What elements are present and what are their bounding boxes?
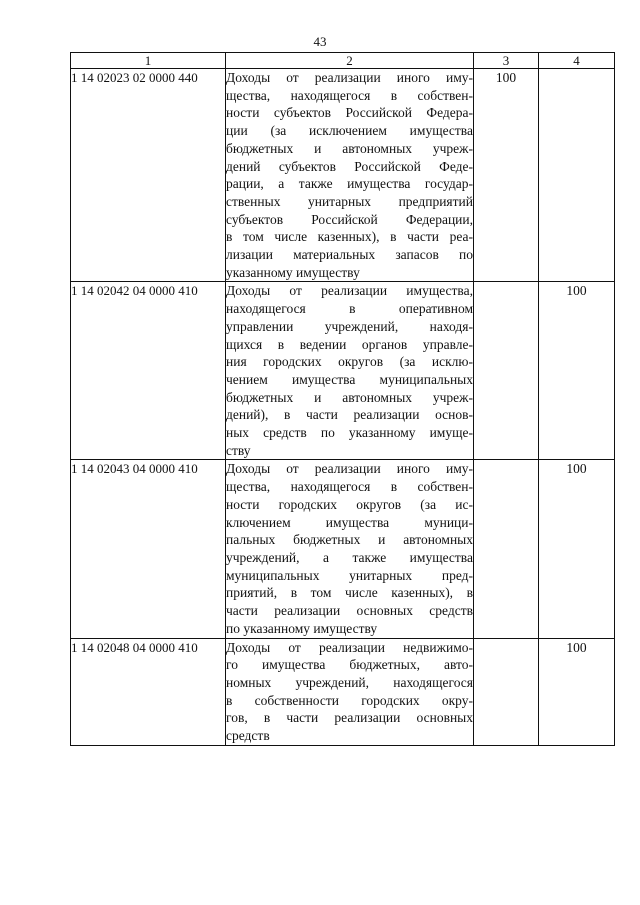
description-line: чением имущества муниципальных bbox=[226, 371, 473, 387]
description-line: Доходы от реализации недвижимо- bbox=[226, 639, 473, 655]
value-col-3 bbox=[474, 638, 539, 745]
description-line: приятий, в том числе казенных), в bbox=[226, 585, 473, 601]
description-line: рации, а также имущества государ- bbox=[226, 176, 473, 192]
description-line: ключением имущества муници- bbox=[226, 514, 473, 530]
revenue-description bbox=[226, 69, 474, 282]
description-line: находящегося в оперативном bbox=[226, 301, 473, 317]
description-line: бюджетных и автономных учреж- bbox=[226, 140, 473, 156]
revenue-description bbox=[226, 638, 474, 745]
table-row bbox=[71, 69, 615, 282]
description-line: Доходы от реализации иного иму- bbox=[226, 70, 473, 85]
description-line: части реализации основных средств bbox=[226, 603, 473, 619]
header-col-1: 1 bbox=[71, 53, 226, 69]
description-line: ных средств по указанному имуще- bbox=[226, 425, 473, 441]
value-col-4: 100 bbox=[539, 638, 615, 745]
header-col-3: 3 bbox=[474, 53, 539, 69]
description-line: дений), в части реализации основ- bbox=[226, 407, 473, 423]
revenue-table bbox=[70, 52, 615, 746]
page-number: 43 bbox=[313, 34, 327, 49]
header-col-4: 4 bbox=[539, 53, 615, 69]
description-line: ству bbox=[226, 442, 251, 458]
revenue-code: 1 14 02042 04 0000 410 bbox=[71, 282, 226, 460]
description-line: дений субъектов Российской Феде- bbox=[226, 158, 473, 174]
table-header-row bbox=[71, 53, 615, 69]
value-col-4 bbox=[539, 69, 615, 282]
value-col-3 bbox=[474, 282, 539, 460]
revenue-description bbox=[226, 460, 474, 638]
revenue-description bbox=[226, 282, 474, 460]
revenue-code: 1 14 02043 04 0000 410 bbox=[71, 460, 226, 638]
description-line: управлении учреждений, находя- bbox=[226, 318, 473, 334]
description-line: Доходы от реализации иного иму- bbox=[226, 461, 473, 477]
description-line: муниципальных унитарных пред- bbox=[226, 567, 473, 583]
table-row bbox=[71, 282, 615, 460]
description-line: щихся в ведении органов управле- bbox=[226, 336, 473, 352]
description-line: щества, находящегося в собствен- bbox=[226, 87, 473, 103]
description-line: учреждений, а также имущества bbox=[226, 549, 473, 565]
description-line: номных учреждений, находящегося bbox=[226, 674, 473, 690]
value-col-4: 100 bbox=[539, 460, 615, 638]
value-col-3: 100 bbox=[474, 69, 539, 282]
description-line: указанному имуществу bbox=[226, 264, 360, 280]
description-line: гов, в части реализации основных bbox=[226, 710, 473, 726]
description-line: ности субъектов Российской Федера- bbox=[226, 105, 473, 121]
table-row bbox=[71, 638, 615, 745]
description-line: в том числе казенных), в части реа- bbox=[226, 229, 473, 245]
description-line: по указанному имуществу bbox=[226, 620, 378, 636]
description-line: ния городских округов (за исклю- bbox=[226, 354, 473, 370]
description-line: ности городских округов (за ис- bbox=[226, 496, 473, 512]
description-line: средств bbox=[226, 728, 270, 744]
description-line: ственных унитарных предприятий bbox=[226, 193, 473, 209]
description-line: бюджетных и автономных учреж- bbox=[226, 389, 473, 405]
value-col-3 bbox=[474, 460, 539, 638]
description-line: го имущества бюджетных, авто- bbox=[226, 657, 473, 673]
revenue-code: 1 14 02023 02 0000 440 bbox=[71, 69, 226, 282]
description-line: щества, находящегося в собствен- bbox=[226, 479, 473, 495]
table-row bbox=[71, 460, 615, 638]
value-col-4: 100 bbox=[539, 282, 615, 460]
description-line: ции (за исключением имущества bbox=[226, 123, 473, 139]
description-line: лизации материальных запасов по bbox=[226, 247, 473, 263]
description-line: в собственности городских окру- bbox=[226, 692, 473, 708]
description-line: Доходы от реализации имущества, bbox=[226, 283, 473, 299]
revenue-code: 1 14 02048 04 0000 410 bbox=[71, 638, 226, 745]
description-line: пальных бюджетных и автономных bbox=[226, 532, 473, 548]
description-line: субъектов Российской Федерации, bbox=[226, 211, 473, 227]
header-col-2: 2 bbox=[226, 53, 474, 69]
